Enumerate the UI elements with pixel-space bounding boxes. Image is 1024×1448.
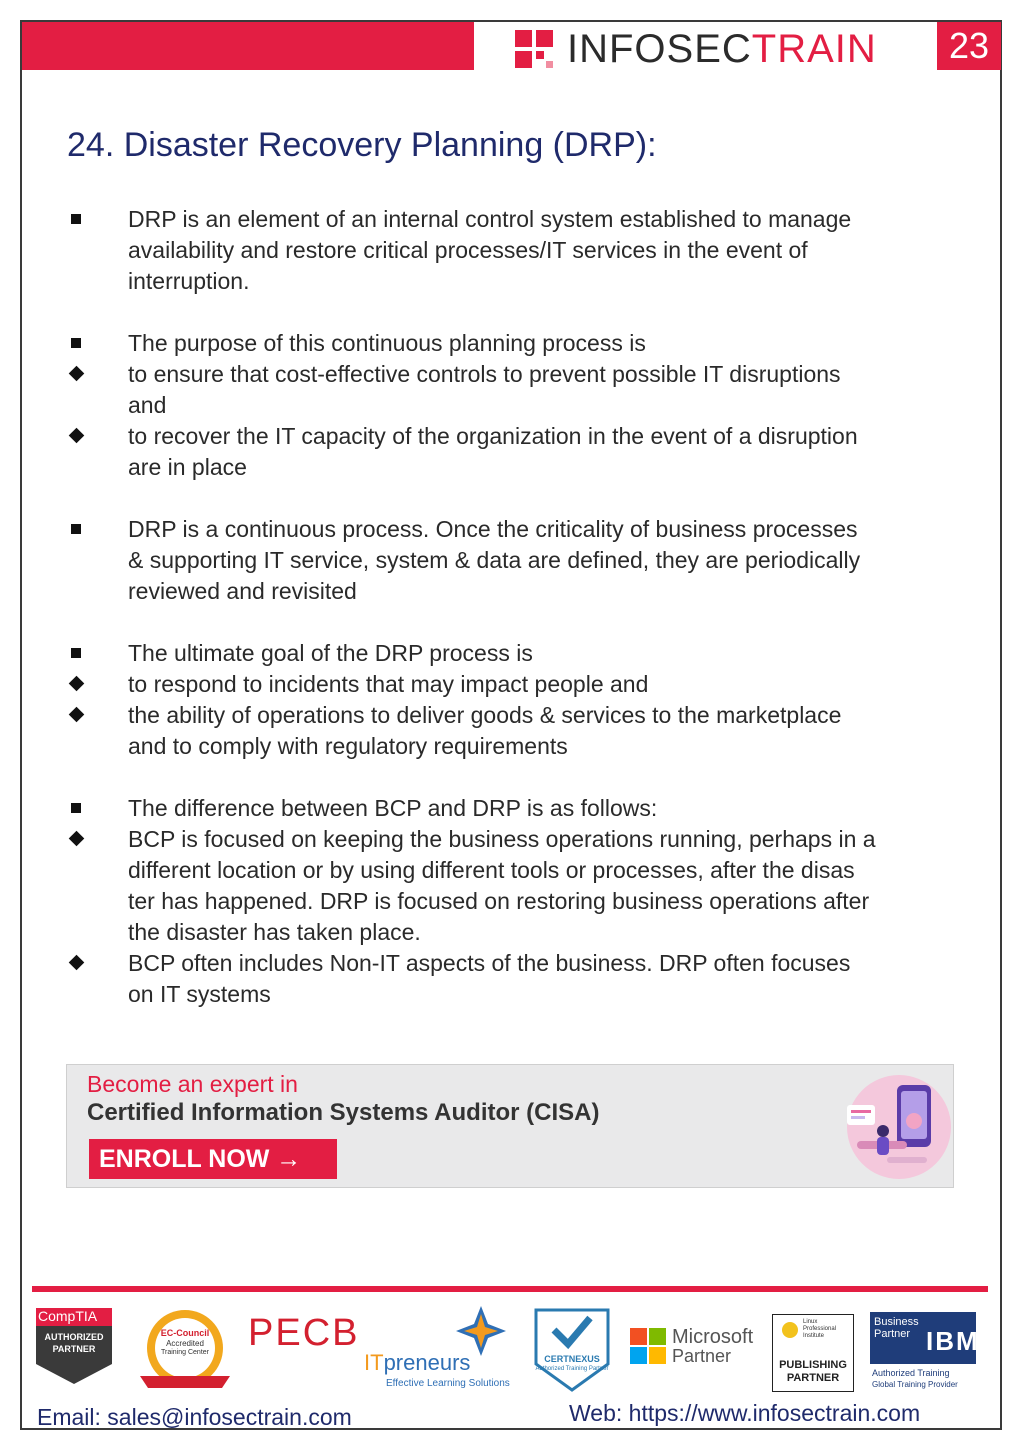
content-section: [62, 204, 982, 297]
bullet-text: and: [128, 392, 167, 418]
content-section: [62, 793, 982, 1010]
bullet-line: [62, 421, 982, 452]
partner-logos: [34, 1306, 990, 1396]
page-number: 23: [937, 22, 1001, 70]
cisa-promo-banner[interactable]: [66, 1064, 954, 1188]
microsoft-windows-icon: [630, 1328, 666, 1364]
header-red-bar: [22, 22, 474, 70]
square-bullet-icon: [66, 793, 86, 824]
enroll-now-button[interactable]: ENROLL NOW →: [89, 1139, 337, 1179]
banner-headline: Become an expert in: [87, 1071, 298, 1097]
bullet-line: [62, 793, 982, 824]
bullet-line: [62, 948, 982, 979]
bullet-line: [62, 824, 982, 855]
bullet-line: [62, 204, 982, 235]
banner-course-title: Certified Information Systems Auditor (CISA): [87, 1099, 600, 1126]
bullet-text: BCP is focused on keeping the business operations running, perhaps in a: [128, 826, 876, 852]
bullet-line: [62, 452, 982, 483]
content-body: [62, 204, 982, 1041]
certnexus-logo: CERTNEXUS Authorized Training Partner: [532, 1306, 612, 1392]
page-title: 24. Disaster Recovery Planning (DRP):: [67, 126, 657, 164]
footer-email[interactable]: Email: sales@infosectrain.com: [37, 1404, 352, 1430]
bullet-line: [62, 638, 982, 669]
bullet-text: The difference between BCP and DRP is as follows:: [128, 795, 658, 821]
bullet-line: [62, 328, 982, 359]
bullet-line: [62, 514, 982, 545]
diamond-bullet-icon: [66, 824, 86, 855]
bullet-text: to recover the IT capacity of the organization in the event of a disruption: [128, 423, 858, 449]
bullet-line: [62, 979, 982, 1010]
bullet-text: DRP is a continuous process. Once the criticality of business processes: [128, 516, 858, 542]
ibm-business-partner-logo: Business Partner IBM Authorized Training Global Training Provider: [870, 1312, 980, 1392]
bullet-line: [62, 235, 982, 266]
bullet-text: are in place: [128, 454, 247, 480]
certnexus-shield-icon: [532, 1306, 612, 1392]
bullet-text: & supporting IT service, system & data are defined, they are periodically: [128, 547, 861, 573]
bullet-text: The purpose of this continuous planning process is: [128, 330, 646, 356]
diamond-bullet-icon: [66, 948, 86, 979]
bullet-text: ter has happened. DRP is focused on restoring business operations after: [128, 888, 870, 914]
bullet-line: [62, 917, 982, 948]
bullet-line: [62, 266, 982, 297]
bullet-text: reviewed and revisited: [128, 578, 357, 604]
bullet-line: [62, 545, 982, 576]
bullet-text: to ensure that cost-effective controls to prevent possible IT disruptions: [128, 361, 841, 387]
square-bullet-icon: [66, 328, 86, 359]
diamond-bullet-icon: [66, 700, 86, 731]
footer-divider: [32, 1286, 988, 1292]
bullet-text: interruption.: [128, 268, 250, 294]
itpreneurs-logo: ITpreneurs Effective Learning Solutions: [364, 1306, 524, 1394]
bullet-line: [62, 886, 982, 917]
square-bullet-icon: [66, 204, 86, 235]
comptia-logo: CompTIA AUTHORIZED PARTNER: [34, 1306, 114, 1386]
content-section: [62, 514, 982, 607]
diamond-bullet-icon: [66, 359, 86, 390]
footer-website[interactable]: Web: https://www.infosectrain.com: [569, 1400, 921, 1426]
bullet-line: [62, 576, 982, 607]
brand-logo: [515, 26, 877, 72]
diamond-bullet-icon: [66, 669, 86, 700]
bullet-text: to respond to incidents that may impact people and: [128, 671, 649, 697]
ec-council-logo: EC-Council Accredited Training Center: [130, 1306, 240, 1396]
bullet-line: [62, 390, 982, 421]
brand-name: INFOSECTRAIN: [567, 26, 877, 71]
diamond-bullet-icon: [66, 421, 86, 452]
pecb-logo: PECB: [248, 1312, 360, 1354]
page: [20, 20, 1002, 1430]
bullet-text: DRP is an element of an internal control system established to manage: [128, 206, 852, 232]
bullet-text: and to comply with regulatory requirements: [128, 733, 568, 759]
bullet-text: The ultimate goal of the DRP process is: [128, 640, 533, 666]
bullet-line: [62, 700, 982, 731]
bullet-line: [62, 359, 982, 390]
infosectrain-logo-icon: [515, 30, 553, 68]
bullet-text: BCP often includes Non-IT aspects of the business. DRP often focuses: [128, 950, 851, 976]
bullet-line: [62, 669, 982, 700]
bullet-text: availability and restore critical processes/IT services in the event of: [128, 237, 808, 263]
bullet-text: the disaster has taken place.: [128, 919, 421, 945]
lpi-icon: [781, 1321, 799, 1339]
bullet-line: [62, 731, 982, 762]
square-bullet-icon: [66, 638, 86, 669]
itpreneurs-star-icon: [456, 1306, 506, 1356]
lpi-publishing-partner-logo: Linux Professional Institute PUBLISHING PARTNER: [772, 1314, 854, 1392]
square-bullet-icon: [66, 514, 86, 545]
bullet-text: different location or by using different tools or processes, after the disas: [128, 857, 855, 883]
bullet-line: [62, 855, 982, 886]
content-section: [62, 328, 982, 483]
content-section: [62, 638, 982, 762]
bullet-text: the ability of operations to deliver goods & services to the marketplace: [128, 702, 842, 728]
online-learning-illustration-icon: [827, 1065, 955, 1187]
bullet-text: on IT systems: [128, 981, 271, 1007]
microsoft-partner-logo: Microsoft Partner: [630, 1326, 760, 1370]
